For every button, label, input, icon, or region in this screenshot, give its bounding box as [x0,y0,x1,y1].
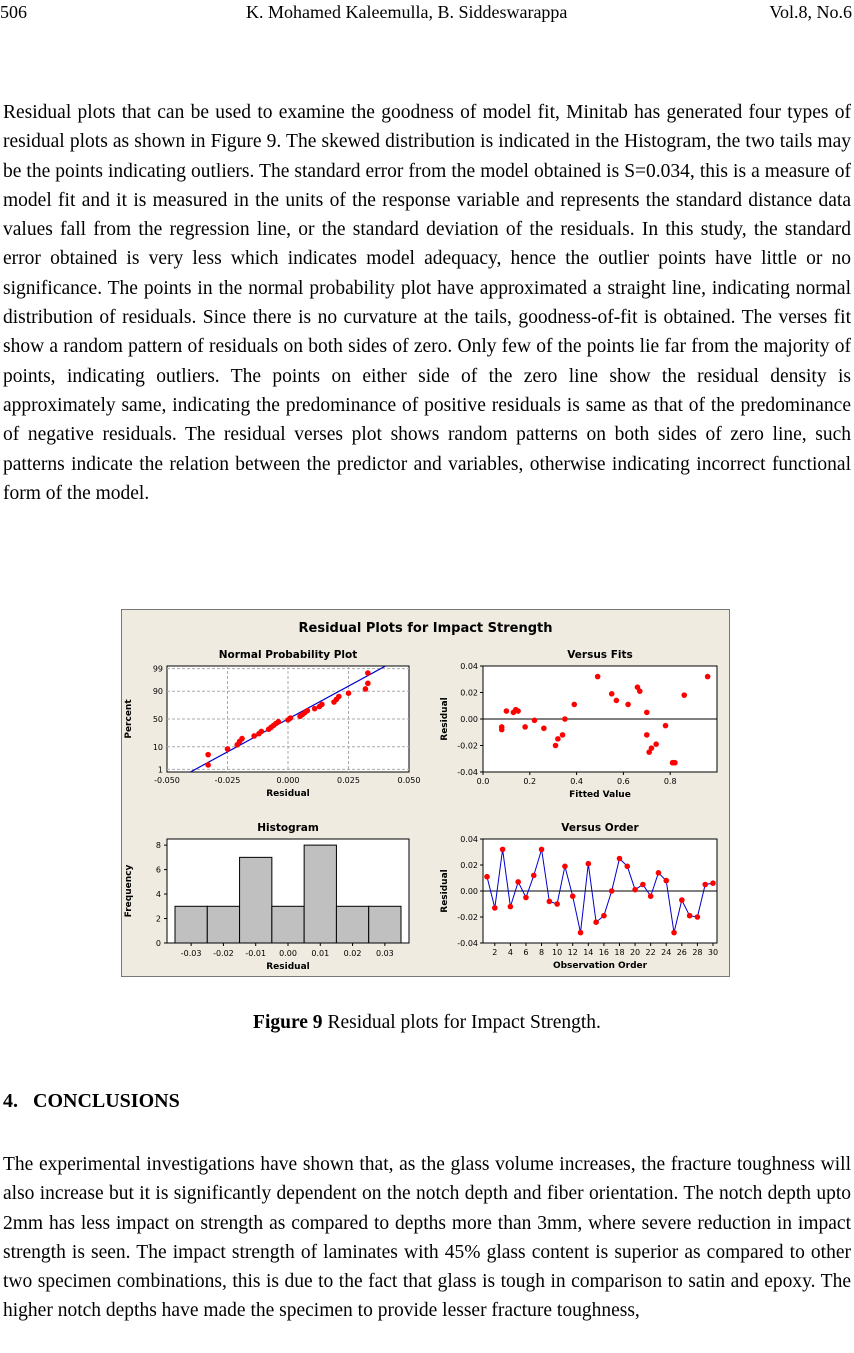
versusorder-xtick-label: 28 [692,948,703,957]
versusorder-title: Versus Order [561,822,639,834]
normprob-point [259,729,265,735]
normprob-xtick-label: 0.000 [276,776,300,785]
versusorder-xtick-label: 4 [507,948,513,957]
normprob-point [205,752,211,758]
normprob-ytick-label: 1 [157,765,163,775]
histogram-ytick-label: 8 [155,841,161,851]
histogram-bar [207,906,239,943]
versusorder-point [624,864,630,870]
body-paragraph-residuals: Residual plots that can be used to examine the goodness of model fit, Minitab has generated four types of residual plots as shown in Figure 9. The skewed distribution is indicated in the Histogram, the two tails may be the points indicating outliers. The standard error from the model obtained is S=0.034, this is a measure of model fit and it is measured in the units of the response variable and represents the standard distance data values fall from the regression line, or the standard deviation of the residuals. In this study, the standard error obtained is very less which indicates model adequacy, hence the outlier points have little or no significance. The points in the normal probability plot have approximated a straight line, indicating normal distribution of residuals. Since there is no curvature at the tails, goodness-of-fit is obtained. The verses fit show a random pattern of residuals on both sides of zero. Only few of the points lie far from the majority of points, indicating outliers. The points on either side of the zero line show the residual density is approximately same, indicating the predominance of positive residuals is same as that of the predominance of negative residuals. The residual verses plot shows random patterns on both sides of zero line, such patterns indicate the relation between the predictor and variables, otherwise indicating incorrect functional form of the model. [3,102,851,504]
normprob-point [225,746,231,752]
versusfits-point [504,708,510,714]
normprob-ytick-label: 90 [152,687,163,697]
normprob-point [346,690,352,696]
versusfits-point [614,698,620,704]
normprob-point [336,694,342,700]
versusorder-xtick-label: 2 [492,948,498,957]
versusfits-point [672,760,678,766]
versusfits-point [541,725,547,731]
versusorder-point [695,914,701,920]
versusorder-xlabel: Observation Order [552,961,648,971]
versusfits-point [553,743,559,749]
normprob-point [276,719,282,725]
versusfits-point [663,723,669,729]
figure-title: Residual Plots for Impact Strength [298,621,553,636]
histogram-xtick-label: -0.03 [180,949,202,958]
versusorder-point [640,882,646,888]
histogram-xtick-label: 0.03 [375,949,394,958]
versusfits-point [571,702,577,708]
versusfits-point [653,741,659,747]
versusorder-xtick-label: 22 [645,948,656,957]
versusorder-ytick-label: -0.02 [457,913,478,922]
versusorder-point [617,856,623,862]
versusorder-xtick-label: 30 [707,948,719,957]
versusorder-point [515,879,521,885]
versusorder-point [601,913,607,919]
histogram-title: Histogram [257,822,319,834]
page-number: 506 [0,2,27,22]
versusorder-xtick-label: 16 [598,948,609,957]
versusorder-point [492,905,498,911]
normprob-ytick-label: 10 [152,742,163,752]
versusfits-point [499,727,505,733]
normprob-ylabel: Percent [124,699,134,739]
versusorder-point [547,899,553,905]
normprob-ytick-label: 50 [152,715,163,724]
histogram-xtick-label: 0.02 [343,949,362,958]
versusorder-point [523,895,529,901]
versusfits-point [644,732,650,738]
section-heading: 4. CONCLUSIONS [3,1090,180,1112]
figure-caption-text: Residual plots for Impact Strength. [322,1012,601,1033]
histogram-ytick-label: 6 [155,865,161,875]
versusfits-ytick-label: 0.02 [460,688,478,698]
normprob-xtick-label: -0.025 [214,776,241,785]
normprob-ytick-label: 99 [152,664,163,674]
versusfits-point [595,674,601,680]
versusorder-point [484,874,490,880]
versusorder-point [539,847,545,853]
versusfits-xtick-label: 0.8 [663,777,677,786]
normprob-point [239,736,245,742]
versusorder-point [570,893,576,899]
versusfits-ytick-label: -0.04 [457,768,478,777]
histogram-bar [336,906,368,943]
versusorder-point [578,930,584,936]
versusorder-point [632,887,638,893]
versusorder-xtick-label: 12 [567,948,578,957]
versusfits-ylabel: Residual [440,697,450,741]
page-header [0,0,854,28]
normprob-xtick-label: -0.050 [154,776,180,785]
histogram-xtick-label: 0.01 [311,949,330,958]
versusfits-point [681,692,687,698]
versusfits-ytick-label: -0.02 [457,741,478,751]
versusfits-point [560,732,566,738]
histogram-bar [304,845,336,943]
versusorder-point [663,878,669,884]
versusfits-point [649,745,655,751]
running-authors: K. Mohamed Kaleemulla, B. Siddeswarappa [246,2,568,22]
body-paragraph-conclusions: The experimental investigations have shown that, as the glass volume increases, the fracture toughness will also increase but it is significantly dependent on the notch depth and fiber orientation. The notch depth upto 2mm has less impact on strength as compared to depths more than 3mm, where severe reduction in impact strength is seen. The impact strength of laminates with 45% glass content is superior as compared to other two specimen combinations, this is due to the fact that glass is tough in comparison to satin and epoxy. The higher notch depths have made the specimen to provide lesser fracture toughness, [3,1154,851,1322]
histogram-bar [240,857,272,943]
normprob-point [319,702,325,708]
histogram-xtick-label: -0.02 [213,949,234,958]
versusfits-point [515,708,521,714]
figure-caption-label: Figure 9 [253,1012,323,1033]
versusfits-point [555,736,561,742]
versusfits-point [625,702,631,708]
versusfits-xtick-label: 0.0 [476,777,490,786]
versusorder-ylabel: Residual [440,869,450,913]
versusfits-point [637,688,643,694]
versusorder-point [687,913,693,919]
histogram-bar [272,906,304,943]
versusorder-xtick-label: 24 [661,948,672,957]
versusorder-point [500,847,506,853]
histogram-bar [369,906,401,943]
versusorder-xtick-label: 18 [614,948,625,957]
versusorder-ytick-label: 0.00 [460,887,478,896]
normprob-xtick-label: 0.050 [397,776,421,785]
versusfits-point [562,716,568,722]
normprob-point [305,708,311,714]
versusorder-xtick-label: 26 [676,948,687,957]
versusfits-point [705,674,711,680]
versusfits-ytick-label: 0.04 [460,662,478,671]
normprob-xtick-label: 0.025 [337,776,360,785]
versusorder-point [531,873,537,879]
versusfits-point [522,724,528,730]
versusorder-ytick-label: 0.04 [460,835,478,844]
histogram-ytick-label: 4 [155,890,161,900]
versusorder-point [648,893,654,899]
versusorder-ytick-label: -0.04 [457,939,478,948]
versusorder-xtick-label: 20 [629,948,641,957]
residual-plots-svg [122,610,729,976]
versusorder-point [702,882,708,888]
histogram-bar [175,906,207,943]
histogram-xtick-label: -0.01 [245,949,267,958]
histogram-xlabel: Residual [266,962,310,972]
versusorder-point [593,919,599,925]
versusfits-point [532,718,538,724]
normprob-point [251,733,257,739]
versusorder-point [586,861,592,867]
versusfits-xtick-label: 0.4 [570,777,583,786]
figure-caption [0,1012,854,1034]
normprob-point [288,715,294,721]
histogram-ytick-label: 0 [155,939,161,948]
histogram-ylabel: Frequency [124,864,134,918]
normprob-title: Normal Probability Plot [218,649,358,661]
normprob-point [365,670,371,676]
versusorder-point [710,880,716,886]
histogram-xtick-label: 0.00 [279,949,297,958]
versusorder-point [656,870,662,876]
versusfits-xtick-label: 0.6 [617,777,630,786]
versusorder-xtick-label: 10 [552,948,563,957]
versusfits-ytick-label: 0.00 [460,715,478,724]
versusorder-ytick-label: 0.02 [460,861,478,870]
versusorder-xtick-label: 6 [523,948,529,957]
normprob-point [205,762,211,768]
histogram-ytick-label: 2 [155,914,161,924]
versusorder-xtick-label: 8 [539,948,545,957]
versusfits-title: Versus Fits [567,649,633,661]
versusfits-point [644,710,650,716]
normprob-xlabel: Residual [266,789,310,799]
versusorder-point [671,930,677,936]
versusorder-point [508,904,514,910]
versusorder-point [609,888,615,894]
normprob-point [363,686,369,692]
versusfits-xlabel: Fitted Value [569,790,631,800]
normprob-point [365,681,371,687]
journal-volume: Vol.8, No.6 [769,2,852,22]
versusorder-point [554,901,560,907]
normprob-point [312,706,318,712]
versusfits-point [609,691,615,697]
versusorder-point [679,897,685,903]
versusfits-xtick-label: 0.2 [523,777,537,786]
versusorder-point [562,864,568,870]
versusorder-xtick-label: 14 [583,948,594,957]
residual-plots-figure [121,609,730,977]
